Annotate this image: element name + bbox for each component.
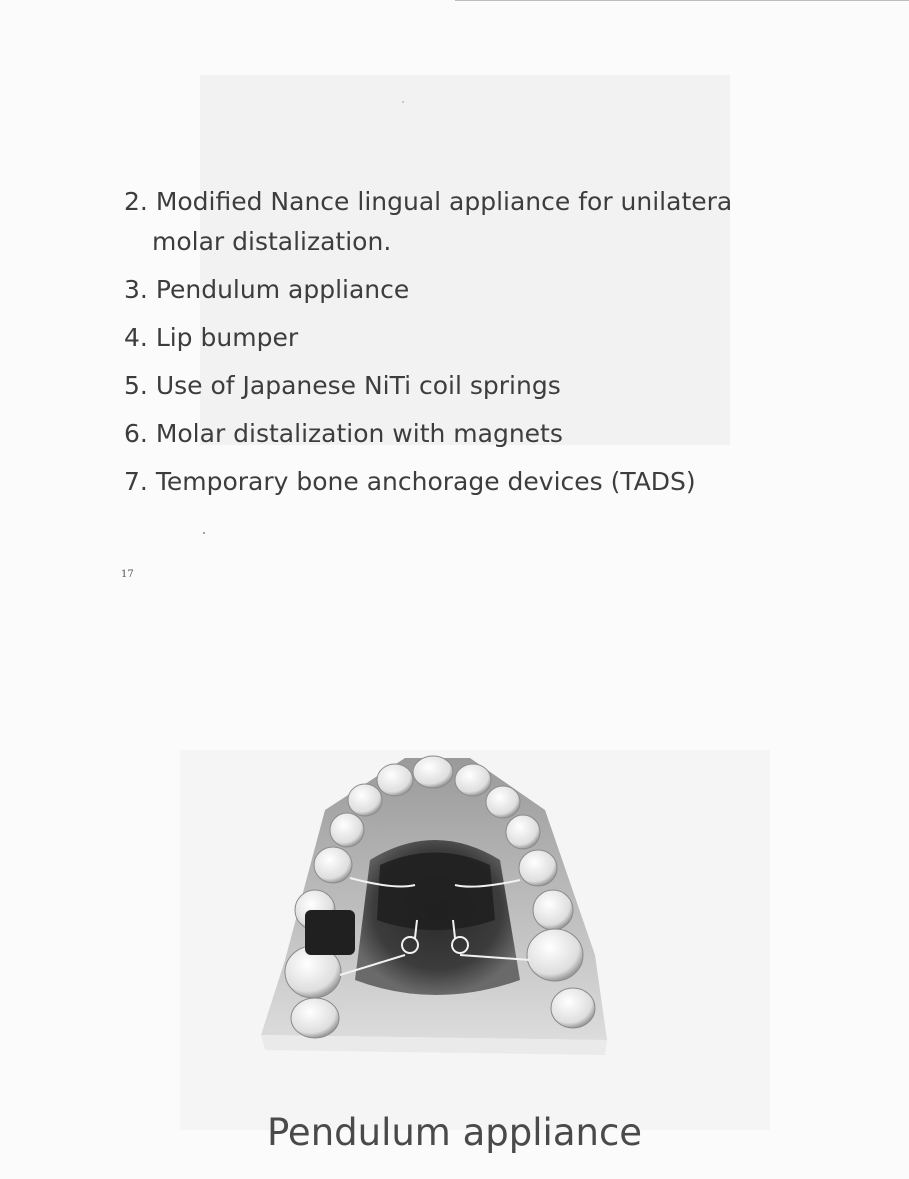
- page-number: 17: [121, 569, 134, 580]
- list-number: 5.: [124, 371, 148, 400]
- dental-cast-image: [255, 750, 615, 1060]
- scan-speck: [203, 532, 205, 534]
- list-text-continuation: molar distalization.: [152, 227, 392, 256]
- list-item: [124, 318, 844, 358]
- list-number: 3.: [124, 275, 148, 304]
- list-text: Temporary bone anchorage devices (TADS): [155, 467, 696, 496]
- list-text: Modified Nance lingual appliance for unilatera: [155, 187, 733, 216]
- list-number: 7.: [124, 467, 148, 496]
- list-item: [124, 182, 844, 262]
- list-number: 6.: [124, 419, 148, 448]
- list-number: 4.: [124, 323, 148, 352]
- list-text: Lip bumper: [155, 323, 299, 352]
- scan-speck: [402, 101, 404, 103]
- list-item: [124, 414, 844, 454]
- appliance-list: [124, 182, 844, 510]
- list-number: 2.: [124, 187, 148, 216]
- list-item: [124, 270, 844, 310]
- figure-caption: Pendulum appliance: [266, 1111, 643, 1154]
- list-text: Use of Japanese NiTi coil springs: [155, 371, 561, 400]
- list-text: Molar distalization with magnets: [155, 419, 563, 448]
- list-text: Pendulum appliance: [155, 275, 410, 304]
- list-item: [124, 366, 844, 406]
- list-item: [124, 462, 844, 502]
- scan-edge-line: [455, 0, 909, 1]
